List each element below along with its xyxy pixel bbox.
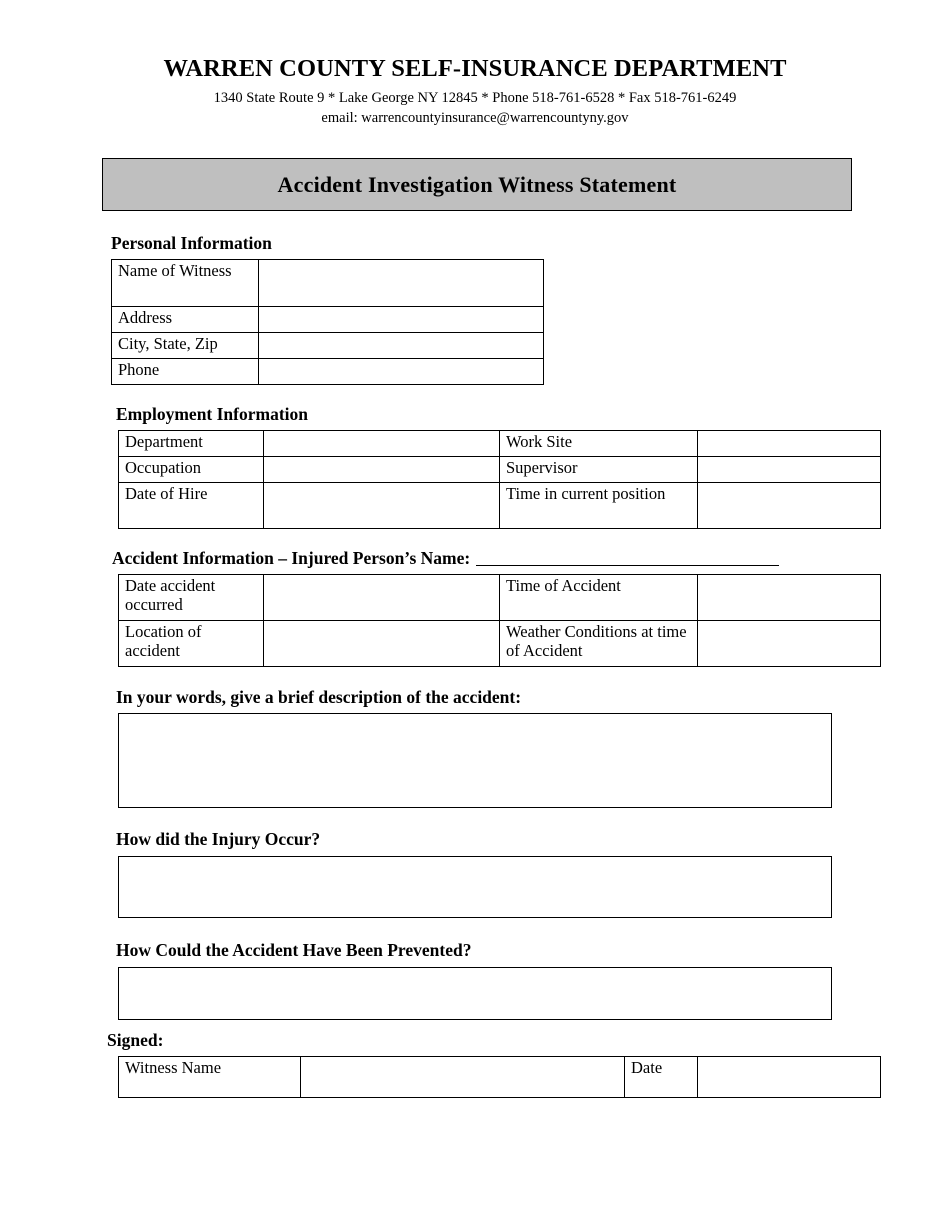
label-name-of-witness: Name of Witness bbox=[112, 260, 259, 307]
organization-title: WARREN COUNTY SELF-INSURANCE DEPARTMENT bbox=[163, 55, 787, 82]
label-weather-conditions: Weather Conditions at time of Accident bbox=[500, 621, 698, 667]
field-date[interactable] bbox=[698, 1057, 881, 1098]
field-witness-name[interactable] bbox=[301, 1057, 625, 1098]
personal-information-table bbox=[111, 259, 829, 385]
table-row bbox=[119, 575, 881, 621]
field-weather-conditions[interactable] bbox=[698, 621, 881, 667]
field-time-of-accident[interactable] bbox=[698, 575, 881, 621]
injured-person-name-field[interactable] bbox=[476, 564, 779, 566]
accident-information-table bbox=[118, 574, 881, 667]
field-supervisor[interactable] bbox=[698, 457, 881, 483]
table-row bbox=[119, 1057, 881, 1098]
section-heading-employment-information: Employment Information bbox=[116, 404, 309, 425]
field-how-did-injury-occur[interactable] bbox=[118, 856, 832, 918]
label-time-in-current-position: Time in current position bbox=[500, 483, 698, 529]
form-title-banner bbox=[102, 158, 852, 211]
organization-email: email: warrencountyinsurance@warrencountyny.gov bbox=[321, 110, 629, 127]
table-row bbox=[119, 457, 881, 483]
label-date: Date bbox=[625, 1057, 698, 1098]
field-accident-description[interactable] bbox=[118, 713, 832, 808]
field-date-accident-occurred[interactable] bbox=[264, 575, 500, 621]
label-occupation: Occupation bbox=[119, 457, 264, 483]
employment-information-table bbox=[118, 430, 881, 529]
signature-table bbox=[118, 1056, 881, 1098]
label-phone: Phone bbox=[112, 359, 259, 385]
letterhead bbox=[100, 55, 850, 127]
table-row bbox=[112, 307, 829, 333]
label-date-accident-occurred: Date accident occurred bbox=[119, 575, 264, 621]
field-name-of-witness[interactable] bbox=[259, 260, 544, 307]
field-city-state-zip[interactable] bbox=[259, 333, 544, 359]
accident-heading-text: Accident Information – Injured Person’s Name: bbox=[112, 548, 471, 569]
table-row bbox=[112, 260, 829, 307]
organization-address: 1340 State Route 9 * Lake George NY 12845 * Phone 518-761-6528 * Fax 518-761-6249 bbox=[213, 90, 737, 107]
label-date-of-hire: Date of Hire bbox=[119, 483, 264, 529]
section-heading-signed: Signed: bbox=[107, 1030, 164, 1051]
table-row bbox=[119, 483, 881, 529]
table-row bbox=[112, 333, 829, 359]
field-location-of-accident[interactable] bbox=[264, 621, 500, 667]
label-witness-name: Witness Name bbox=[119, 1057, 301, 1098]
section-heading-how-did-injury-occur: How did the Injury Occur? bbox=[116, 829, 321, 850]
section-heading-personal-information: Personal Information bbox=[111, 233, 272, 254]
label-department: Department bbox=[119, 431, 264, 457]
field-phone[interactable] bbox=[259, 359, 544, 385]
section-heading-how-prevented: How Could the Accident Have Been Prevented? bbox=[116, 940, 472, 961]
field-date-of-hire[interactable] bbox=[264, 483, 500, 529]
field-work-site[interactable] bbox=[698, 431, 881, 457]
section-heading-description: In your words, give a brief description of the accident: bbox=[116, 687, 522, 708]
label-city-state-zip: City, State, Zip bbox=[112, 333, 259, 359]
label-work-site: Work Site bbox=[500, 431, 698, 457]
label-address: Address bbox=[112, 307, 259, 333]
field-time-in-current-position[interactable] bbox=[698, 483, 881, 529]
field-department[interactable] bbox=[264, 431, 500, 457]
table-row bbox=[119, 431, 881, 457]
spacer-cell bbox=[544, 359, 829, 385]
field-how-prevented[interactable] bbox=[118, 967, 832, 1020]
section-heading-accident-information bbox=[112, 548, 850, 569]
form-title: Accident Investigation Witness Statement bbox=[277, 171, 677, 197]
label-location-of-accident: Location of accident bbox=[119, 621, 264, 667]
label-time-of-accident: Time of Accident bbox=[500, 575, 698, 621]
label-supervisor: Supervisor bbox=[500, 457, 698, 483]
field-address[interactable] bbox=[259, 307, 544, 333]
table-row bbox=[119, 621, 881, 667]
table-row bbox=[112, 359, 829, 385]
field-occupation[interactable] bbox=[264, 457, 500, 483]
